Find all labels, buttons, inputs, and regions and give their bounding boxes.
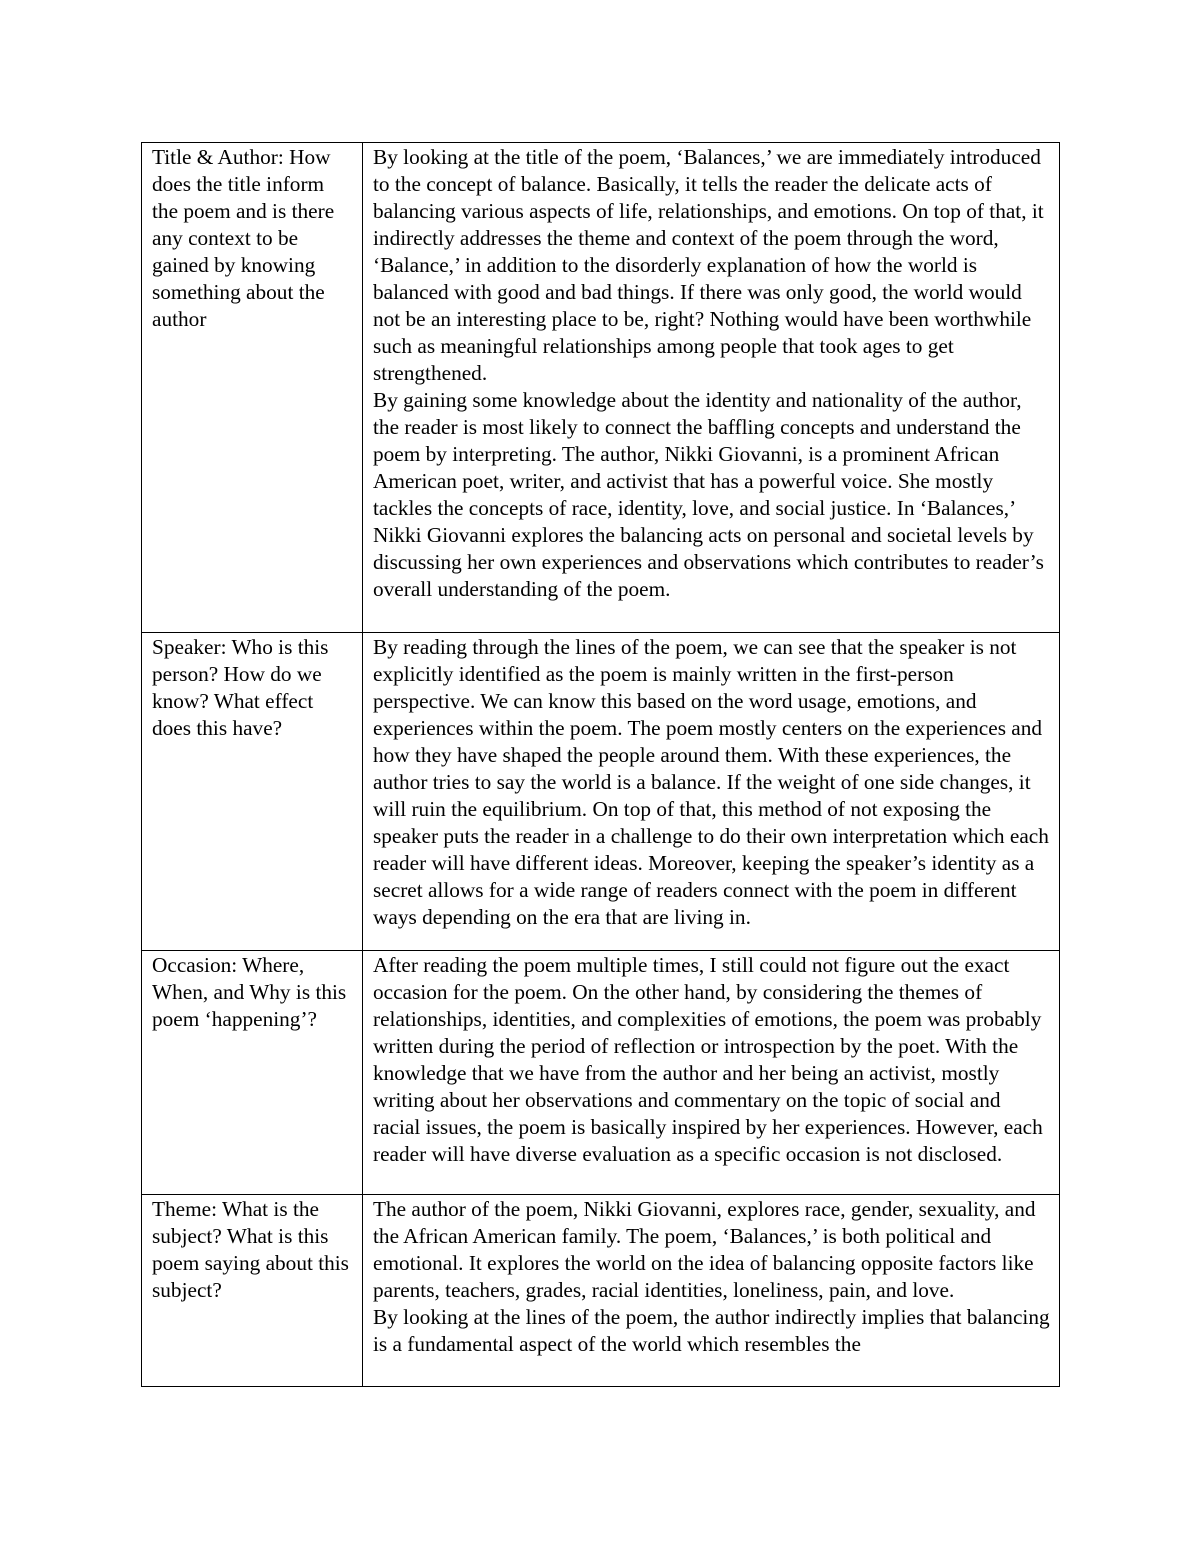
response-paragraph: The author of the poem, Nikki Giovanni, explores race, gender, sexuality, and the African American family. The poem, ‘Balances,’ is both political and emotional. It explores the world on the idea of balancing opposite factors like parents, teachers, grades, racial identities, loneliness, pain, and love.: [373, 1197, 1036, 1302]
response-paragraph: By looking at the title of the poem, ‘Balances,’ we are immediately introduced to the concept of balance. Basically, it tells the reader the delicate acts of balancing various aspects of life, relationships, and emotions. On top of that, it indirectly addresses the theme and context of the poem through the word, ‘Balance,’ in addition to the disorderly explanation of how the world is balanced with good and bad things. If there was only good, the world would not be an interesting place to be, right? Nothing would have been worthwhile such as meaningful relationships among people that took ages to get strengthened.: [373, 145, 1044, 385]
response-cell: [363, 1195, 1060, 1387]
table-row: [142, 1195, 1060, 1387]
table-row: [142, 951, 1060, 1195]
response-cell: [363, 951, 1060, 1195]
prompt-theme: Theme: What is the subject? What is this poem saying about this subject?: [152, 1197, 349, 1302]
prompt-cell: [142, 633, 363, 951]
table-row: [142, 143, 1060, 633]
prompt-cell: [142, 143, 363, 633]
prompt-cell: [142, 1195, 363, 1387]
response-cell: [363, 143, 1060, 633]
response-paragraph: By looking at the lines of the poem, the author indirectly implies that balancing is a fundamental aspect of the world which resembles the: [373, 1305, 1050, 1356]
response-cell: [363, 633, 1060, 951]
poem-analysis-table: [141, 142, 1060, 1387]
prompt-cell: [142, 951, 363, 1195]
response-paragraph: By gaining some knowledge about the identity and nationality of the author, the reader is most likely to connect the baffling concepts and understand the poem by interpreting. The author, Nikki Giovanni, is a prominent African American poet, writer, and activist that has a powerful voice. She mostly tackles the concepts of race, identity, love, and social justice. In ‘Balances,’ Nikki Giovanni explores the balancing acts on personal and societal levels by discussing her own experiences and observations which contributes to reader’s overall understanding of the poem.: [373, 388, 1044, 601]
prompt-title-author: Title & Author: How does the title inform the poem and is there any context to be gained by knowing something about the author: [152, 145, 335, 331]
response-paragraph: After reading the poem multiple times, I still could not figure out the exact occasion for the poem. On the other hand, by considering the themes of relationships, identities, and complexities of emotions, the poem was probably written during the period of reflection or introspection by the poet. With the knowledge that we have from the author and her being an activist, mostly writing about her observations and commentary on the topic of social and racial issues, the poem is basically inspired by her experiences. However, each reader will have diverse evaluation as a specific occasion is not disclosed.: [373, 953, 1043, 1166]
prompt-occasion: Occasion: Where, When, and Why is this poem ‘happening’?: [152, 953, 347, 1031]
prompt-speaker: Speaker: Who is this person? How do we know? What effect does this have?: [152, 635, 329, 740]
table-row: [142, 633, 1060, 951]
response-paragraph: By reading through the lines of the poem, we can see that the speaker is not explicitly identified as the poem is mainly written in the first-person perspective. We can know this based on the word usage, emotions, and experiences within the poem. The poem mostly centers on the experiences and how they have shaped the people around them. With these experiences, the author tries to say the world is a balance. If the weight of one side changes, it will ruin the equilibrium. On top of that, this method of not exposing the speaker puts the reader in a challenge to do their own interpretation which each reader will have different ideas. Moreover, keeping the speaker’s identity as a secret allows for a wide range of readers connect with the poem in different ways depending on the era that are living in.: [373, 635, 1049, 929]
